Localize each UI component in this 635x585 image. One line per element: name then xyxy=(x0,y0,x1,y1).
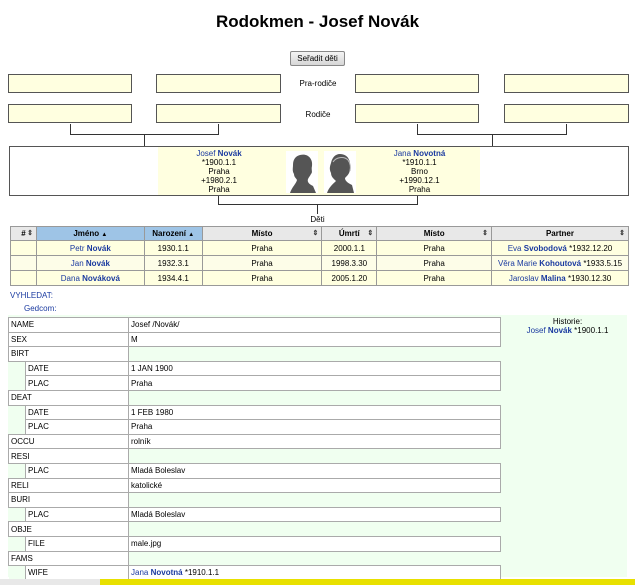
gedcom-value: M xyxy=(129,332,501,347)
cell-birth: 1932.3.1 xyxy=(144,256,202,271)
connector-line xyxy=(218,124,219,134)
child-name-link[interactable]: Dana Nováková xyxy=(60,273,120,283)
gedcom-row xyxy=(9,332,501,347)
sort-icon: ⇕ xyxy=(27,230,33,237)
gedcom-tag: WIFE xyxy=(26,566,129,581)
gedcom-value xyxy=(129,551,501,566)
gedcom-value: 1 FEB 1980 xyxy=(129,405,501,420)
gedcom-row xyxy=(9,361,501,376)
wife-birth-place: Brno xyxy=(411,167,428,176)
gedcom-row xyxy=(9,551,501,566)
connector-line xyxy=(492,134,493,146)
gedcom-table xyxy=(8,317,501,581)
gedcom-tag: BURI xyxy=(9,493,129,508)
sort-icon: ⇕ xyxy=(482,230,488,237)
gedcom-tag: DEAT xyxy=(9,390,129,405)
gedcom-row xyxy=(9,463,501,478)
parent-box-2[interactable] xyxy=(156,104,281,123)
gedcom-tag: DATE xyxy=(26,405,129,420)
gedcom-row xyxy=(9,536,501,551)
connector-line xyxy=(144,134,145,146)
gedcom-tag: NAME xyxy=(9,318,129,333)
grandparent-box-2[interactable] xyxy=(156,74,281,93)
partner-link[interactable]: Jaroslav Malina xyxy=(508,273,566,283)
table-row[interactable]: Petr Novák 1930.1.1 Praha 2000.1.1 Praha Eva Svobodová *1932.12.20 xyxy=(11,241,629,256)
gedcom-row xyxy=(9,434,501,449)
gedcom-tag: PLAC xyxy=(26,376,129,391)
gedcom-value: Mladá Boleslav xyxy=(129,507,501,522)
grandparent-box-3[interactable] xyxy=(355,74,479,93)
gedcom-value: 1 JAN 1900 xyxy=(129,361,501,376)
gedcom-row xyxy=(9,376,501,391)
gedcom-row xyxy=(9,449,501,464)
gedcom-value: rolník xyxy=(129,434,501,449)
bottom-strip xyxy=(0,579,635,585)
wife-birth: *1910.1.1 xyxy=(402,158,437,167)
grandparent-box-1[interactable] xyxy=(8,74,132,93)
cell-death: 2005.1.20 xyxy=(322,271,377,286)
gedcom-tag: PLAC xyxy=(26,507,129,522)
gedcom-tag: RELI xyxy=(9,478,129,493)
partner-link[interactable]: Eva Svobodová xyxy=(507,243,567,253)
gedcom-panel xyxy=(8,315,627,577)
gedcom-row xyxy=(9,405,501,420)
history-panel: Historie: Josef Novák *1900.1.1 xyxy=(508,317,627,335)
history-person-link[interactable]: Josef Novák xyxy=(526,326,572,335)
history-label: Historie: xyxy=(552,317,583,326)
cell-number xyxy=(11,256,37,271)
gedcom-row xyxy=(9,420,501,435)
wife-death: +1990.12.1 xyxy=(399,176,440,185)
couple-panel xyxy=(9,146,629,196)
husband-birth: *1900.1.1 xyxy=(201,158,237,167)
connector-line xyxy=(417,124,418,134)
cell-death-place: Praha xyxy=(377,256,492,271)
col-number-header[interactable]: # ⇕ xyxy=(11,227,37,241)
gedcom-row xyxy=(9,507,501,522)
husband-box[interactable] xyxy=(158,147,324,195)
sort-icon: ⇕ xyxy=(367,230,374,237)
parent-box-4[interactable] xyxy=(504,104,629,123)
sort-icon: ⇕ xyxy=(312,230,319,237)
gedcom-value: Praha xyxy=(129,420,501,435)
cell-birth: 1934.4.1 xyxy=(144,271,202,286)
grandparents-label: Pra-rodiče xyxy=(299,79,337,88)
gedcom-row xyxy=(9,390,501,405)
cell-birth-place: Praha xyxy=(202,241,322,256)
search-link[interactable]: VYHLEDAT: xyxy=(10,291,53,300)
cell-death-place: Praha xyxy=(377,271,492,286)
cell-death: 1998.3.30 xyxy=(322,256,377,271)
gedcom-value xyxy=(129,347,501,362)
gedcom-tag: PLAC xyxy=(26,420,129,435)
gedcom-row xyxy=(9,522,501,537)
gedcom-value: male.jpg xyxy=(129,536,501,551)
female-silhouette-icon xyxy=(324,151,356,193)
col-partner-header[interactable]: Partner ⇕ xyxy=(491,227,628,241)
connector-line xyxy=(70,124,71,134)
wife-link[interactable]: Jana Novotná xyxy=(131,568,183,578)
wife-death-place: Praha xyxy=(408,185,431,194)
children-label: Děti xyxy=(310,215,325,224)
gedcom-value xyxy=(129,449,501,464)
gedcom-tag: RESI xyxy=(9,449,129,464)
gedcom-row xyxy=(9,347,501,362)
child-name-link[interactable]: Petr Novák xyxy=(69,243,111,253)
cell-number xyxy=(11,271,37,286)
col-death-header[interactable]: Úmrtí ⇕ xyxy=(322,227,377,241)
children-table-header xyxy=(11,227,629,241)
children-table xyxy=(10,226,629,286)
connector-line xyxy=(218,196,219,204)
gedcom-value: Josef /Novák/ xyxy=(129,318,501,333)
connector-line xyxy=(317,204,318,214)
gedcom-row xyxy=(9,478,501,493)
cell-birth-place: Praha xyxy=(202,256,322,271)
col-birth-header[interactable]: Narození ▲ xyxy=(144,227,202,241)
wife-box[interactable] xyxy=(319,147,480,195)
col-name-header[interactable]: Jméno ▲ xyxy=(36,227,144,241)
sort-children-button[interactable]: Seřadit děti xyxy=(290,51,345,66)
cell-number xyxy=(11,241,37,256)
husband-death-place: Praha xyxy=(208,185,230,194)
gedcom-tag: OBJE xyxy=(9,522,129,537)
gedcom-tag: OCCU xyxy=(9,434,129,449)
parent-box-1[interactable] xyxy=(8,104,132,123)
gedcom-value xyxy=(129,493,501,508)
gedcom-value: Jana Novotná *1910.1.1 xyxy=(129,566,501,581)
gedcom-tag: DATE xyxy=(26,361,129,376)
grandparent-box-4[interactable] xyxy=(504,74,629,93)
gedcom-row xyxy=(9,493,501,508)
table-row[interactable]: Dana Nováková 1934.4.1 Praha 2005.1.20 Praha Jaroslav Malina *1930.12.30 xyxy=(11,271,629,286)
cell-birth-place: Praha xyxy=(202,271,322,286)
gedcom-value: Praha xyxy=(129,376,501,391)
gedcom-value xyxy=(129,390,501,405)
page-title: Rodokmen - Josef Novák xyxy=(215,12,420,31)
sort-asc-icon: ▲ xyxy=(101,232,108,238)
sort-asc-icon: ▲ xyxy=(188,232,195,238)
husband-death: +1980.2.1 xyxy=(201,176,237,185)
partner-link[interactable]: Věra Marie Kohoutová xyxy=(497,258,582,268)
gedcom-value: katolické xyxy=(129,478,501,493)
parent-box-3[interactable] xyxy=(355,104,479,123)
connector-line xyxy=(566,124,567,134)
gedcom-value xyxy=(129,522,501,537)
connector-line xyxy=(218,204,418,205)
cell-birth: 1930.1.1 xyxy=(144,241,202,256)
gedcom-label: Gedcom: xyxy=(24,304,57,313)
col-death-place-header[interactable]: Místo ⇕ xyxy=(377,227,492,241)
gedcom-value: Mladá Boleslav xyxy=(129,463,501,478)
cell-death: 2000.1.1 xyxy=(322,241,377,256)
gedcom-row xyxy=(9,566,501,581)
parents-label: Rodiče xyxy=(305,110,331,119)
connector-line xyxy=(417,196,418,204)
gedcom-tag: FILE xyxy=(26,536,129,551)
husband-name-link[interactable]: Josef Novák xyxy=(196,149,242,158)
wife-name-link[interactable]: Jana Novotná xyxy=(393,149,446,158)
gedcom-tag: BIRT xyxy=(9,347,129,362)
col-birth-place-header[interactable]: Místo ⇕ xyxy=(202,227,322,241)
gedcom-tag: PLAC xyxy=(26,463,129,478)
gedcom-tag: SEX xyxy=(9,332,129,347)
child-name-link[interactable]: Jan Novák xyxy=(70,258,110,268)
husband-birth-place: Praha xyxy=(208,167,230,176)
sort-icon: ⇕ xyxy=(619,230,625,237)
cell-death-place: Praha xyxy=(377,241,492,256)
gedcom-tag: FAMS xyxy=(9,551,129,566)
table-row[interactable]: Jan Novák 1932.3.1 Praha 1998.3.30 Praha Věra Marie Kohoutová *1933.5.15 xyxy=(11,256,629,271)
gedcom-row xyxy=(9,318,501,333)
male-silhouette-icon xyxy=(286,151,318,193)
